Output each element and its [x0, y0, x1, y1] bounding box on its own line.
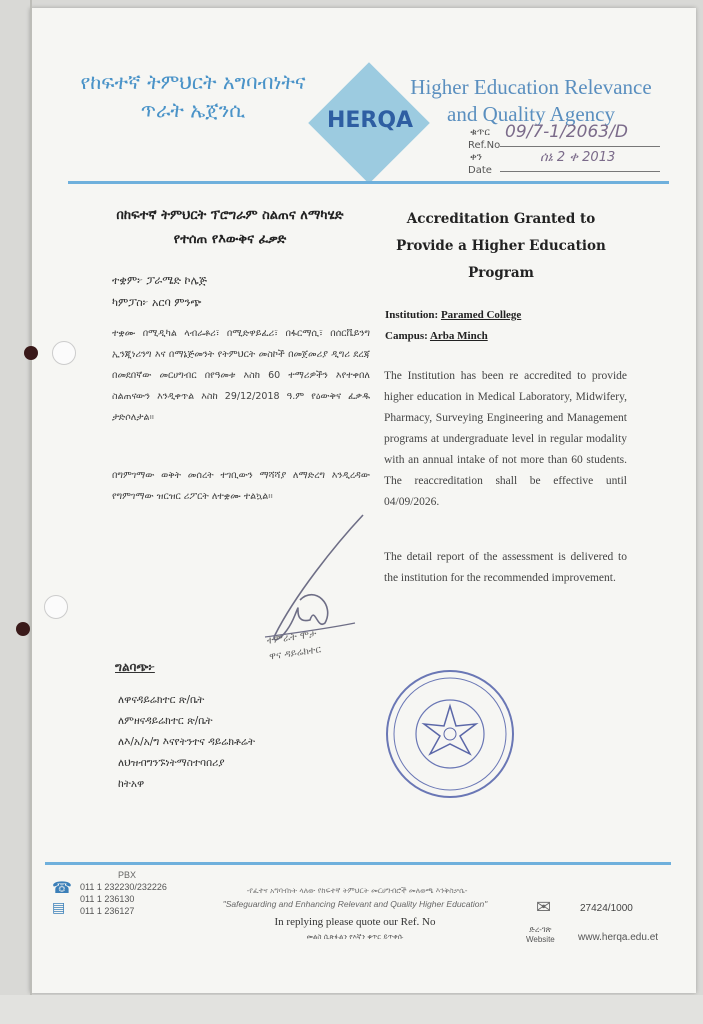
date-label-en: Date [468, 165, 492, 176]
date-label-am: ቀን [470, 152, 482, 163]
am-institution: ተቋም፦ ፓራሜድ ኮሌጅ [112, 274, 208, 287]
institution-label: Institution: [385, 309, 439, 321]
official-seal [384, 668, 516, 800]
footer-rule [45, 862, 671, 865]
institution-amharic [112, 270, 207, 314]
institution-value: Paramed College [440, 309, 522, 321]
institution-line [385, 309, 521, 321]
punch-hole-bottom [16, 622, 30, 636]
reply-note: In replying please quote our Ref. No [274, 916, 436, 928]
telephone-icon: ☎ [52, 878, 72, 897]
cc-item: ለህዝብግንኙነትማስተባበሪያ [118, 757, 225, 769]
pbx-label: PBX [118, 870, 137, 880]
phone-1: 011 1 232230/232226 [80, 882, 167, 892]
phone-2: 011 1 236130 [80, 894, 135, 904]
po-box: 27424/1000 [580, 903, 633, 914]
title-en-line1: Accreditation Granted to [406, 211, 596, 227]
agency-name-english [396, 74, 666, 128]
envelope-icon: ✉ [536, 897, 552, 918]
title-en-line3: Program [468, 265, 534, 281]
slogan-english: "Safeguarding and Enhancing Relevant and Quality Higher Education" [222, 899, 488, 909]
page-below [0, 995, 703, 1024]
title-english [376, 206, 626, 287]
title-am-line2: የተሰጠ የእውቅና ፈቃድ [173, 232, 287, 247]
campus-label: Campus: [385, 330, 428, 342]
title-amharic [95, 204, 365, 252]
cc-item: ለዋናዳይሬክተር ጽ/ቤት [118, 694, 205, 706]
website-label-am: ድረ-ገጽ [529, 925, 552, 934]
website-url: www.herqa.edu.et [578, 932, 659, 943]
title-am-line1: በከፍተኛ ትምህርት ፕሮግራም ስልጠና ለማካሄድ [116, 208, 344, 223]
body-paragraph-en-1: The Institution has been re accredited to provide higher education in Medical Laboratory, Midwifery, Pharmacy, Surveying Engineering and Management programs at undergraduate level in regular modality with an annual intake of not more than 60 students. The reaccreditation shall be effective until 04/09/2026. [384, 370, 627, 508]
title-en-line2: Provide a Higher Education [396, 238, 606, 254]
campus-line [385, 330, 488, 342]
cc-list [118, 690, 255, 795]
cc-label: ግልባጭ፦ [115, 660, 155, 674]
cc-item: ለምዘናዳይሬክተር ጽ/ቤት [118, 715, 213, 727]
ref-label-en: Ref.No [468, 140, 501, 151]
reply-note-amharic: መልስ ሲጽፉልን የእኛን ቁጥር ይጥቀሱ [306, 933, 404, 941]
phone-numbers [80, 881, 167, 917]
phone-3: 011 1 236127 [80, 906, 135, 916]
body-paragraph-en-2: The detail report of the assessment is delivered to the institution for the recommended improvement. [384, 551, 627, 584]
ref-number: 09/7-1/2063/D [505, 122, 628, 142]
agency-name-amharic [58, 68, 328, 124]
am-campus: ካምፓስ፦ አርባ ምንጭ [112, 296, 202, 309]
paper-tear-top [52, 341, 76, 365]
date-underline [500, 171, 660, 172]
agency-en-line1: Higher Education Relevance [410, 75, 652, 99]
body-paragraph-am-2: በግምገማው ወቅት መሰረት ተገቢውን ማሻሻያ ለማድረግ እንዲረዳው የግምገማው ዝርዝር ሪፖርት ለተቋሙ ተልኳል። [112, 470, 370, 502]
signatory-name: ተምራት ሞታ [266, 628, 318, 647]
fax-icon: ▤ [52, 900, 66, 916]
ref-underline [500, 146, 660, 147]
agency-am-line2: ጥራት ኤጀንሲ [140, 98, 246, 122]
date-value: ሰኔ 2 ቀ 2013 [540, 150, 616, 165]
slogan-amharic: -የፈተና አግባብነት ላለው የከፍተኛ ትምህርት መርሀግብሮች መለወጫ እንቅስቃሴ- [246, 886, 468, 895]
campus-value: Arba Minch [429, 330, 488, 342]
website-label-en: Website [526, 935, 555, 944]
cc-item: ለእ/አ/አ/ግ እናየትንተና ዳይሬክቶሬት [118, 736, 256, 748]
header-rule [68, 181, 669, 184]
cc-item: ከትአዋ [118, 778, 145, 790]
agency-en-line2: and Quality Agency [447, 102, 615, 126]
paper-tear-bottom [44, 595, 68, 619]
ref-label-am: ቁጥር [470, 127, 490, 138]
page-edge [30, 0, 32, 1024]
logo-text: HERQA [326, 108, 414, 133]
website-label [526, 925, 555, 945]
punch-hole-top [24, 346, 38, 360]
body-paragraph-am-1: ተቋሙ በሚዲካል ላብራቶሪ፣ በሚድዋይፈሪ፣ በፋርማሲ፣ በሰርቬይንግ ኢንጂነሪንግ እና በማኔጅመንት የትምህርት መስኮች በመጀመሪያ ዲግሪ ደረጃ በመደበኛው መርሀግብር በየዓመቱ እስከ 60 ተማሪዎችን እየተቀበለ ስልጠናውን እንዲቀጥል እስከ 29/12/2018 ዓ.ም የዕውቅና ፈቃዱ ታድሶለታል። [112, 328, 370, 423]
agency-am-line1: የከፍተኛ ትምህርት አግባብነትና [80, 70, 306, 94]
signatory-position: ዋና ዳይሬክተር [268, 644, 322, 663]
